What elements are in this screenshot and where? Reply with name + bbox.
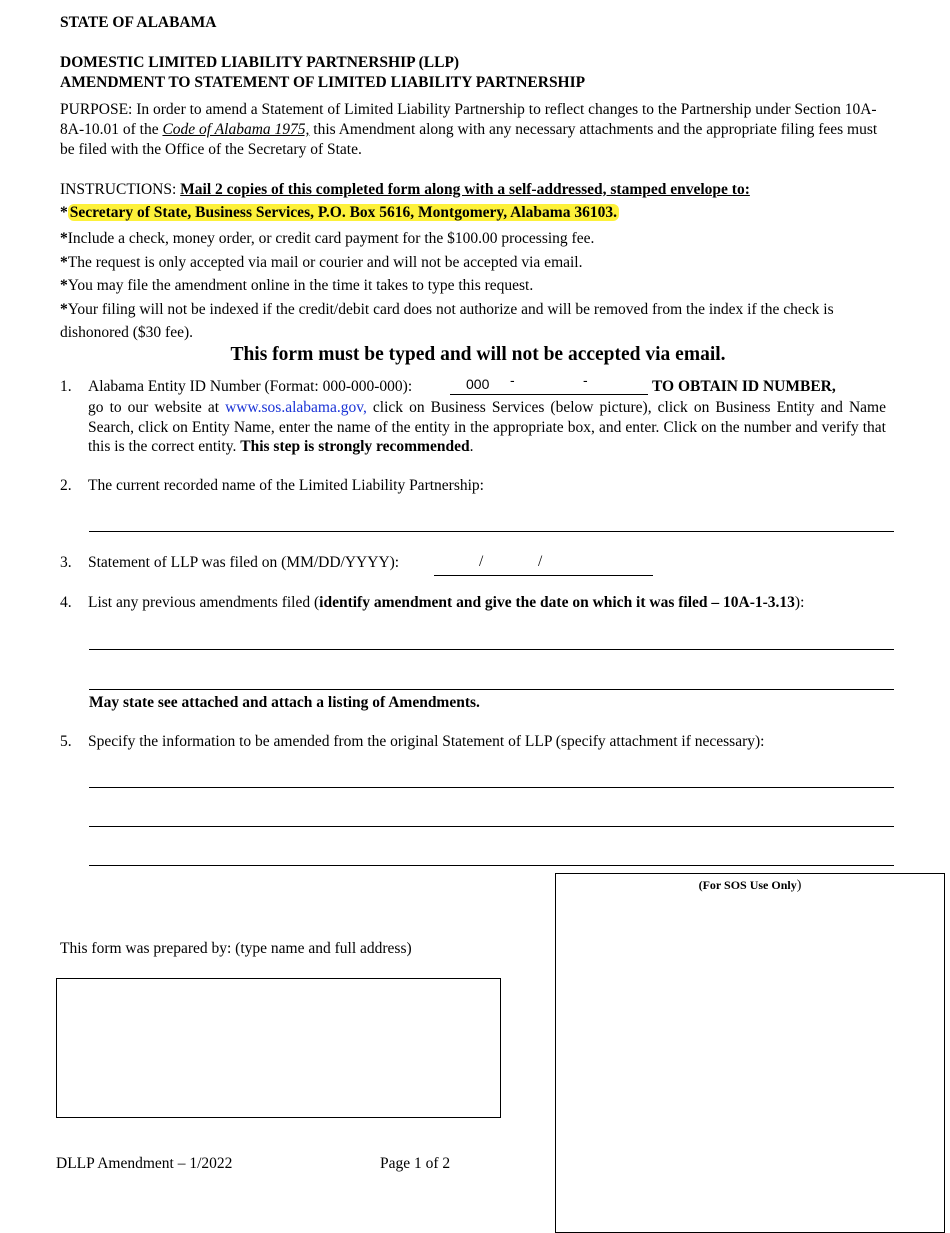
instructions-line — [60, 180, 750, 200]
amendments-input-line[interactable] — [89, 689, 894, 690]
sos-label-paren: ) — [796, 878, 802, 893]
item5-number: 5. — [60, 733, 72, 750]
bullet-item — [60, 298, 890, 345]
amendments-note: May state see attached and attach a listing of Amendments. — [89, 694, 480, 711]
mail-instruction: Mail 2 copies of this completed form along with a self-addressed, stamped envelope to: — [180, 181, 750, 198]
entity-id-input[interactable] — [450, 394, 648, 395]
sos-use-only-box — [555, 873, 945, 1233]
page-number: Page 1 of 2 — [380, 1155, 451, 1172]
form-id-footer: DLLP Amendment – 1/2022 — [56, 1155, 233, 1172]
amend-info-input-line[interactable] — [89, 826, 894, 827]
date-slash: / — [538, 553, 543, 570]
amend-info-label: Specify the information to be amended from the original Statement of LLP (specify attachment if necessary): — [88, 733, 765, 750]
strong-recommendation: This step is strongly recommended — [240, 438, 470, 455]
entity-id-label: Alabama Entity ID Number (Format: 000-000-000): — [88, 378, 413, 395]
sos-website-link[interactable]: www.sos.alabama.gov, — [225, 399, 367, 416]
asterisk: * — [60, 204, 68, 221]
entity-id-prefill: 000 — [466, 376, 490, 392]
state-heading: STATE OF ALABAMA — [60, 14, 217, 31]
amendments-label-end: ): — [794, 594, 805, 611]
mailing-address — [60, 203, 619, 223]
form-title-line1: DOMESTIC LIMITED LIABILITY PARTNERSHIP (LLP) — [60, 54, 460, 71]
item2-number: 2. — [60, 477, 72, 494]
amendments-label-text: List any previous amendments filed ( — [88, 594, 320, 611]
obtain-id-heading: TO OBTAIN ID NUMBER, — [652, 378, 836, 395]
asterisk: * — [60, 230, 68, 247]
bullet-text: Include a check, money order, or credit card payment for the $100.00 processing fee. — [67, 230, 595, 247]
amend-info-input-line[interactable] — [89, 865, 894, 866]
llp-name-label: The current recorded name of the Limited Liability Partnership: — [88, 477, 484, 494]
obtain-id-text: go to our website at — [88, 399, 226, 416]
period: . — [469, 438, 474, 455]
asterisk: * — [60, 253, 68, 271]
instructions-label: INSTRUCTIONS: — [60, 181, 181, 198]
sos-label-text: (For SOS Use Only — [698, 878, 797, 892]
item1-number: 1. — [60, 378, 72, 395]
prepared-by-input[interactable] — [56, 978, 501, 1118]
item4-number: 4. — [60, 594, 72, 611]
llp-name-input[interactable] — [89, 531, 894, 532]
amend-info-input-line[interactable] — [89, 787, 894, 788]
obtain-id-instructions — [88, 398, 886, 457]
bullet-item — [60, 251, 890, 275]
date-slash: / — [479, 553, 484, 570]
entity-id-dash: - — [510, 372, 515, 388]
filed-date-label: Statement of LLP was filed on (MM/DD/YYYY): — [88, 554, 400, 571]
prepared-by-label: This form was prepared by: (type name and full address) — [60, 940, 412, 957]
bullet-item — [60, 227, 890, 251]
typed-notice: This form must be typed and will not be accepted via email. — [230, 344, 726, 365]
bullet-item — [60, 274, 890, 298]
entity-id-dash: - — [583, 372, 588, 388]
form-title-line2: AMENDMENT TO STATEMENT OF LIMITED LIABILITY PARTNERSHIP — [60, 74, 586, 91]
purpose-paragraph — [60, 100, 890, 160]
bullet-text: The request is only accepted via mail or courier and will not be accepted via email. — [67, 253, 583, 271]
item3-number: 3. — [60, 554, 72, 571]
amendments-label-bold: identify amendment and give the date on which it was filed – 10A-1-3.13 — [319, 594, 795, 611]
instruction-bullets — [60, 227, 890, 345]
bullet-text: You may file the amendment online in the time it takes to type this request. — [67, 277, 534, 294]
obtain-id-text: click on Business Services (below picture), click on Business Entity and Name Search, click on Entity Name, enter the name of the entity in the appropriate box, and enter. Click on the number and verify that this is the correct entity. — [88, 399, 886, 455]
bullet-text: Your filing will not be indexed if the credit/debit card does not authorize and will be removed from the index if the check is dishonored ($30 fee). — [60, 300, 834, 341]
asterisk: * — [60, 277, 68, 294]
filed-date-input[interactable] — [434, 575, 653, 576]
asterisk: * — [60, 300, 68, 318]
purpose-text-tail: this Amendment along with any necessary attachments and the appropriate filing fees must be filed with the Office of the Secretary of State. — [60, 121, 878, 158]
sos-use-only-label — [556, 878, 944, 894]
purpose-text: PURPOSE: In order to amend a Statement of Limited Liability Partnership to reflect changes to the Partnership under Section 10A-8A-10.01 of the — [60, 101, 877, 138]
code-reference: Code of Alabama 1975, — [162, 121, 310, 138]
address-highlight: Secretary of State, Business Services, P.O. Box 5616, Montgomery, Alabama 36103. — [69, 204, 617, 221]
amendments-input-line[interactable] — [89, 649, 894, 650]
amendments-label — [88, 594, 804, 612]
